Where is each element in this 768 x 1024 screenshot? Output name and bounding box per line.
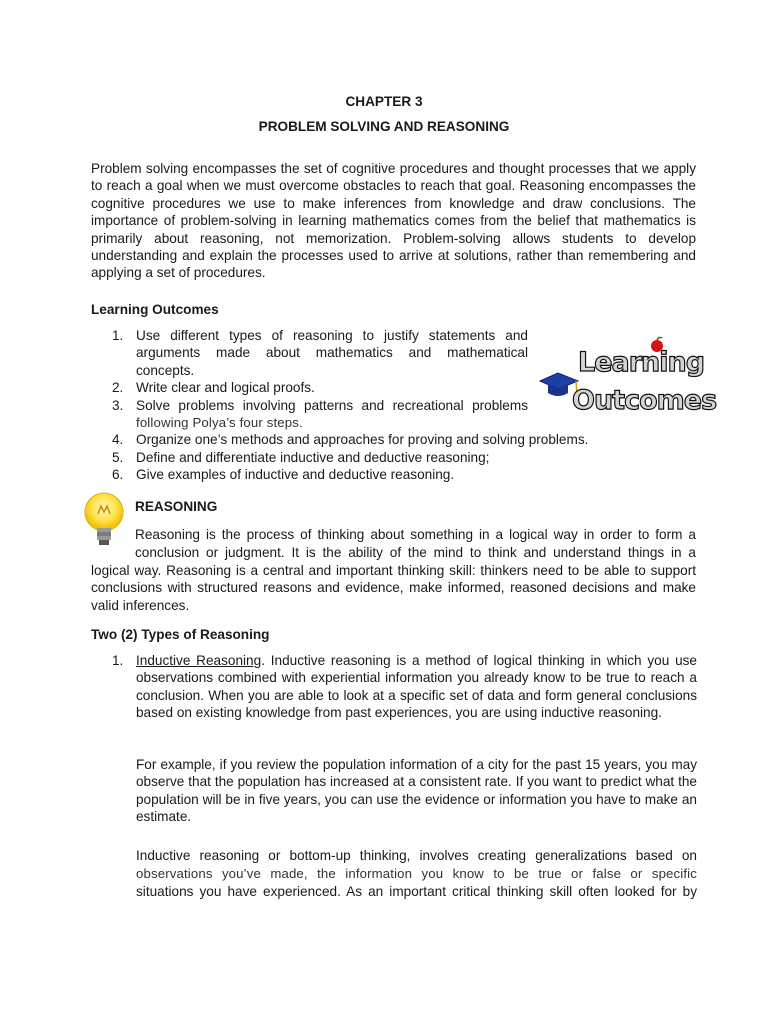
inductive-example: For example, if you review the population information of a city for the past 15 years, you may observe that the population has increased at a consistent rate. If you want to predict what the population will be in five years, you can use the evidence or information you have to make an estimate. xyxy=(136,757,697,825)
reasoning-paragraph: logical way. Reasoning is a central and important thinking skill: thinkers need to be able to support conclusions with structured reasons and evidence, make informed, reasoned decisions and make valid inferences. xyxy=(91,563,696,613)
outcome-item: 3. Solve problems involving patterns and recreational problems following Polya’s four steps. xyxy=(112,397,528,431)
reasoning-line-1: Reasoning is the process of thinking about something in a logical way in order to form a xyxy=(135,527,696,542)
learning-outcomes-heading: Learning Outcomes xyxy=(91,302,219,317)
reasoning-line-2: conclusion or judgment. It is the ability of the mind to think and understand things in a xyxy=(135,545,696,560)
outcome-item: 2. Write clear and logical proofs. xyxy=(112,380,315,396)
outcome-item: 6. Give examples of inductive and deductive reasoning. xyxy=(112,467,455,483)
outcome-item: 5. Define and differentiate inductive and deductive reasoning; xyxy=(112,449,490,465)
logo-word-learning: Learning xyxy=(578,347,705,378)
bottom-up-line-3: situations you have experienced. As an important critical thinking skill often looked for by xyxy=(136,884,697,899)
chapter-title: PROBLEM SOLVING AND REASONING xyxy=(258,119,510,134)
bottom-up-line-1: Inductive reasoning or bottom-up thinking, involves creating generalizations based on xyxy=(136,848,697,863)
inductive-term: Inductive Reasoning xyxy=(136,653,262,668)
reasoning-heading: REASONING xyxy=(135,499,218,514)
types-heading: Two (2) Types of Reasoning xyxy=(91,627,270,642)
outcome-item: 1. Use different types of reasoning to justify statements and arguments made about mathematics and mathematical concepts. xyxy=(112,328,528,378)
document-page: CHAPTER 3 PROBLEM SOLVING AND REASONING Problem solving encompasses the set of cognitive procedures and thought processes that we apply to reach a goal when we must overcome obstacles to reach that goal. Reasoning encompasses the cognitive procedures we use to make inferences from knowledge and draw conclusions. The importance of problem-solving in learning mathematics comes from the belief that mathematics is primarily about reasoning, not memorization. Problem-solving allows students to develop understanding and explain the processes used to arrive at solutions, rather than remembering and applying a set of procedures. Learning Outcomes 1. Use different types of reasoning to justify statements and arguments made about mathematics and mathematical concepts. 2. Write clear and logical proofs. 3. Solve problems involving patterns and recreational problems following Polya’s four steps. 4. Organize one’s methods and approaches for proving and solving problems. 5. Define and differentiate inductive and deductive reasoning; 6. Give examples of inductive and deductive reasoning. Learning Outcomes REASONING Reasoning is the process of thinking about something in a logical way in order to form a conclusion or judgment. It is the ability of the mind to think and understand things in a logical way. Reasoning is a central and important thinking skill: thinkers need to be able to support conclusions with structured reasons and evidence, make informed, reasoned decisions and make valid inferences. Two (2) Types of Reasoning 1. Inductive Reasoning. Inductive reasoning is a method of logical thinking in which you use observations combined with experiential information you already know to be true to reach a conclusion. When you are able to look at a specific set of data and form general conclusions based on existing knowledge from past experiences, you are using inductive reasoning. For example, if you review the population information of a city for the past 15 years, you may observe that the population has increased at a consistent rate. If you want to predict what the population will be in five years, you can use the evidence or information you have to make an estimate. Inductive reasoning or bottom-up thinking, involves creating generalizations based on observations you’ve made, the information you know to be true or false or specific situations you have experienced. As an important critical thinking skill often looked for by xyxy=(0,0,768,1024)
inductive-definition: Inductive Reasoning. Inductive reasoning is a method of logical thinking in which you use observations combined with experiential information you already know to be true to reach a conclusion. When you are able to look at a specific set of data and form general conclusions based on existing knowledge from past experiences, you are using inductive reasoning. xyxy=(136,653,697,721)
chapter-label: CHAPTER 3 xyxy=(345,94,423,109)
lightbulb-icon xyxy=(84,492,124,550)
learning-outcomes-logo xyxy=(536,337,717,417)
logo-word-outcomes: Outcomes xyxy=(572,385,717,416)
outcome-item: 4. Organize one’s methods and approaches for proving and solving problems. xyxy=(112,432,589,448)
bottom-up-line-2: observations you’ve made, the information you know to be true or false or specific xyxy=(136,866,697,881)
intro-paragraph: Problem solving encompasses the set of cognitive procedures and thought processes that we apply to reach a goal when we must overcome obstacles to reach that goal. Reasoning encompasses the cognitive procedures we use to make inferences from knowledge and draw conclusions. The importance of problem-solving in learning mathematics comes from the belief that mathematics is primarily about reasoning, not memorization. Problem-solving allows students to develop understanding and explain the processes used to arrive at solutions, rather than remembering and applying a set of procedures. xyxy=(91,161,696,281)
